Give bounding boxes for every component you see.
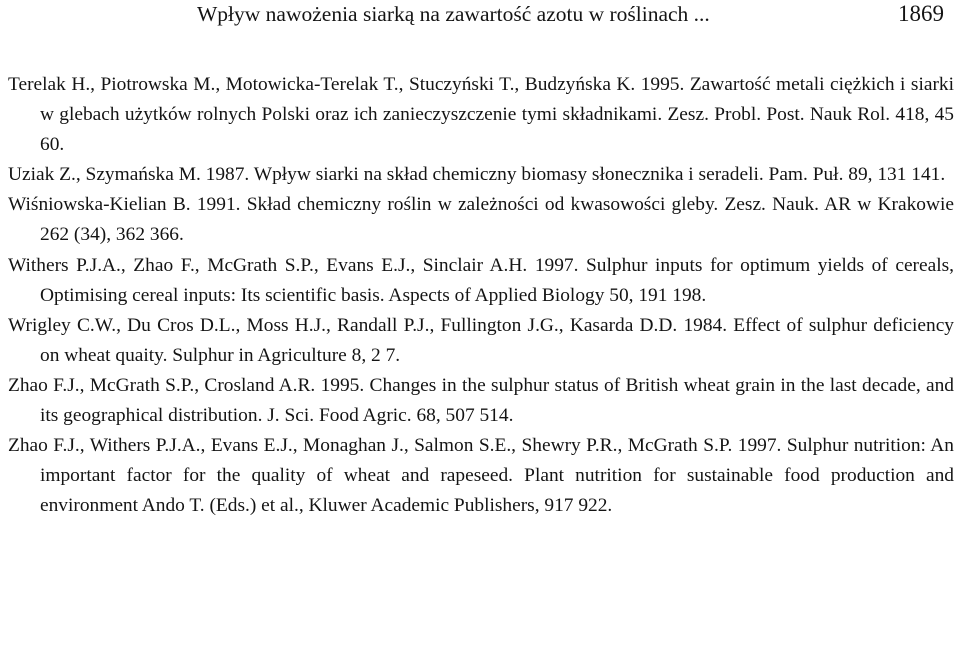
reference-list <box>8 70 954 521</box>
reference-text: Zhao F.J., McGrath S.P., Crosland A.R. 1995. Changes in the sulphur status of British wheat grain in the last decade, and its geographical distribution. J. Sci. Food Agric. 68, 507 514. <box>8 374 954 427</box>
reference-text: Wrigley C.W., Du Cros D.L., Moss H.J., Randall P.J., Fullington J.G., Kasarda D.D. 1984. Effect of sulphur deficiency on wheat quaity. Sulphur in Agriculture 8, 2 7. <box>8 314 954 366</box>
reference-entry <box>8 371 954 431</box>
reference-text: Withers P.J.A., Zhao F., McGrath S.P., Evans E.J., Sinclair A.H. 1997. Sulphur inputs for optimum yields of cereals, Optimising cereal inputs: Its scientific basis. Aspects of Applied Biology 50, 191 198. <box>8 254 954 306</box>
reference-text: Zhao F.J., Withers P.J.A., Evans E.J., Monaghan J., Salmon S.E., Shewry P.R., McGrath S.P. 1997. Sulphur nutrition: An important factor for the quality of wheat and rapeseed. Plant nutrition for sustainable food production and environment Ando T. (Eds.) et al., Kluwer Academic Publishers, 917 922. <box>8 435 954 517</box>
reference-text: Terelak H., Piotrowska M., Motowicka-Terelak T., Stuczyński T., Budzyńska K. 1995. Zawartość metali ciężkich i siarki w glebach użytków rolnych Polski oraz ich zanieczyszczenie tymi składnikami. Zesz. Probl. Post. Nauk Rol. 418, 45 60. <box>8 74 954 156</box>
page-number: 1869 <box>898 1 944 26</box>
reference-text: Wiśniowska-Kielian B. 1991. Skład chemiczny roślin w zależności od kwasowości gleby. Zesz. Nauk. AR w Krakowie 262 (34), 362 366. <box>8 194 954 246</box>
running-header <box>0 0 960 36</box>
running-title: Wpływ nawożenia siarką na zawartość azotu w roślinach ... <box>197 2 710 26</box>
reference-entry <box>8 190 954 250</box>
reference-text: Uziak Z., Szymańska M. 1987. Wpływ siarki na skład chemiczny biomasy słonecznika i seradeli. Pam. Puł. 89, 131 141. <box>8 164 946 186</box>
reference-entry <box>8 311 954 371</box>
reference-entry <box>8 70 954 160</box>
reference-entry <box>8 431 954 521</box>
reference-entry <box>8 160 954 190</box>
reference-entry <box>8 251 954 311</box>
